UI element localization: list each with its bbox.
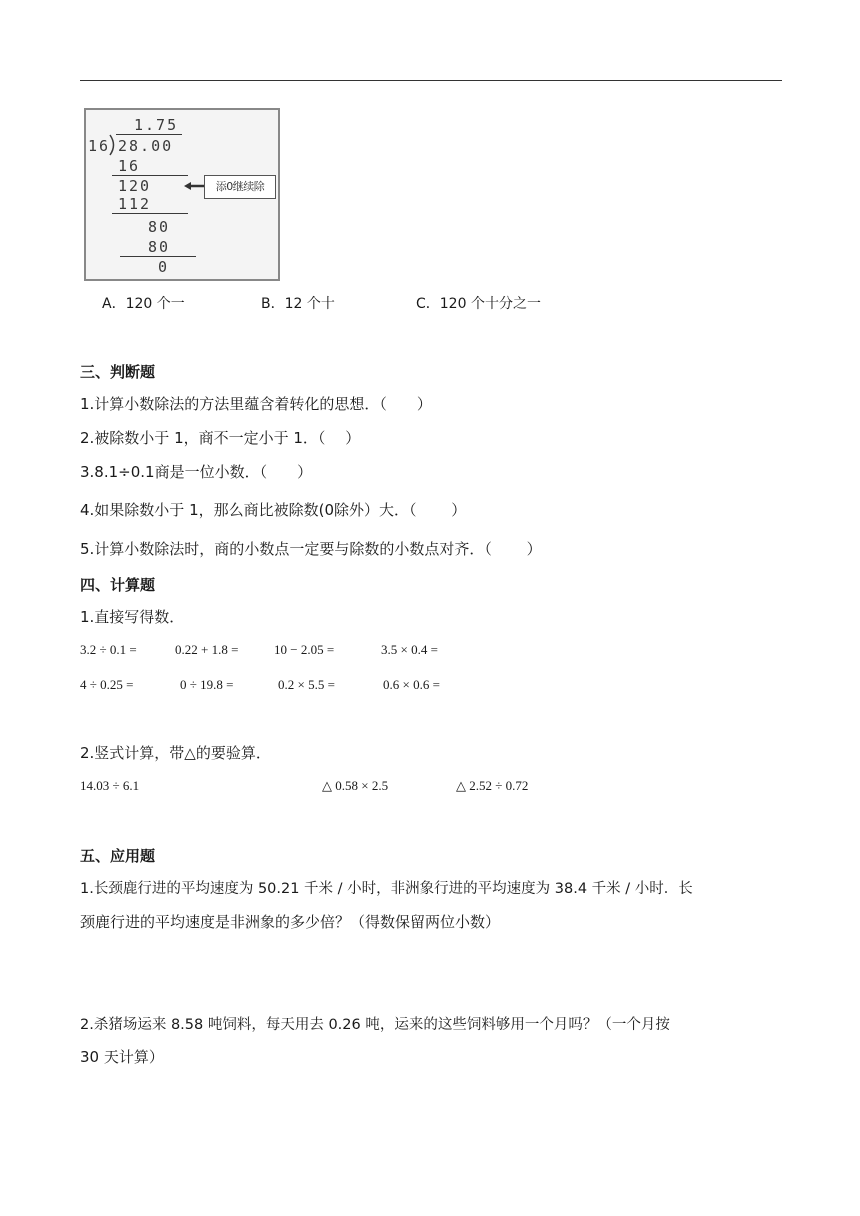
quotient: 1.75 [134, 116, 179, 134]
calc-item: 0.22 + 1.8 = [175, 642, 239, 657]
step-line-3 [120, 256, 196, 257]
app-q1-line2: 颈鹿行进的平均速度是非洲象的多少倍？（得数保留两位小数） [80, 913, 501, 931]
option-a: A．120 个一 [102, 296, 185, 312]
app-q2-line1: 2.杀猪场运来 8.58 吨饲料，每天用去 0.26 吨，运来的这些饲料够用一个月吗？（一个月按 [80, 1017, 670, 1033]
judge-item-1: 1.计算小数除法的方法里蕴含着转化的思想．（ ） [80, 395, 432, 413]
section-3-title: 三、判断题 [80, 363, 156, 381]
step-line-2 [112, 213, 188, 214]
section-5-title: 五、应用题 [80, 847, 156, 865]
judge-item-5: 5.计算小数除法时，商的小数点一定要与除数的小数点对齐．（ ） [80, 540, 542, 558]
arrow-left-icon [184, 182, 204, 190]
judge-item-4: 4.如果除数小于 1，那么商比被除数(0除外）大．（ ） [80, 501, 467, 519]
long-division-figure [84, 108, 280, 281]
calc-item: 4 ÷ 0.25 = [80, 677, 134, 692]
step-line-1 [112, 175, 188, 176]
step-product-1: 16 [118, 157, 141, 175]
calc-q2-title: 2.竖式计算，带△的要验算． [80, 744, 271, 762]
step-remainder-2: 80 [148, 218, 171, 236]
division-bar [116, 134, 182, 135]
division-bracket [108, 134, 118, 156]
annotation-note: 添0继续除 [204, 175, 276, 199]
calc-item: 0.2 × 5.5 = [278, 677, 335, 692]
calc-item: 3.2 ÷ 0.1 = [80, 642, 137, 657]
vertical-calc-item: △ 2.52 ÷ 0.72 [456, 778, 529, 793]
final-remainder: 0 [158, 258, 170, 276]
option-c: C．120 个十分之一 [416, 296, 541, 312]
judge-item-2: 2.被除数小于 1，商不一定小于 1．（ ） [80, 429, 361, 447]
calc-item: 3.5 × 0.4 = [381, 642, 438, 657]
section-4-title: 四、计算题 [80, 576, 156, 594]
app-q2-line2: 30 天计算） [80, 1048, 164, 1066]
divisor: 16 [88, 137, 111, 155]
app-q1-line1: 1.长颈鹿行进的平均速度为 50.21 千米 / 小时，非洲象行进的平均速度为 38.4 千米 / 小时．长 [80, 881, 693, 897]
dividend: 28.00 [118, 137, 174, 155]
calc-item: 0.6 × 0.6 = [383, 677, 440, 692]
step-remainder-1: 120 [118, 177, 152, 195]
calc-q1-title: 1.直接写得数． [80, 608, 185, 626]
judge-item-3: 3.8.1÷0.1商是一位小数．（ ） [80, 463, 313, 481]
calc-item: 0 ÷ 19.8 = [180, 677, 234, 692]
calc-item: 10 − 2.05 = [274, 642, 335, 657]
vertical-calc-item: 14.03 ÷ 6.1 [80, 778, 140, 793]
option-b: B．12 个十 [261, 296, 335, 312]
vertical-calc-item: △ 0.58 × 2.5 [322, 778, 389, 793]
step-product-3: 80 [148, 238, 171, 256]
header-rule [80, 80, 782, 81]
step-product-2: 112 [118, 195, 152, 213]
